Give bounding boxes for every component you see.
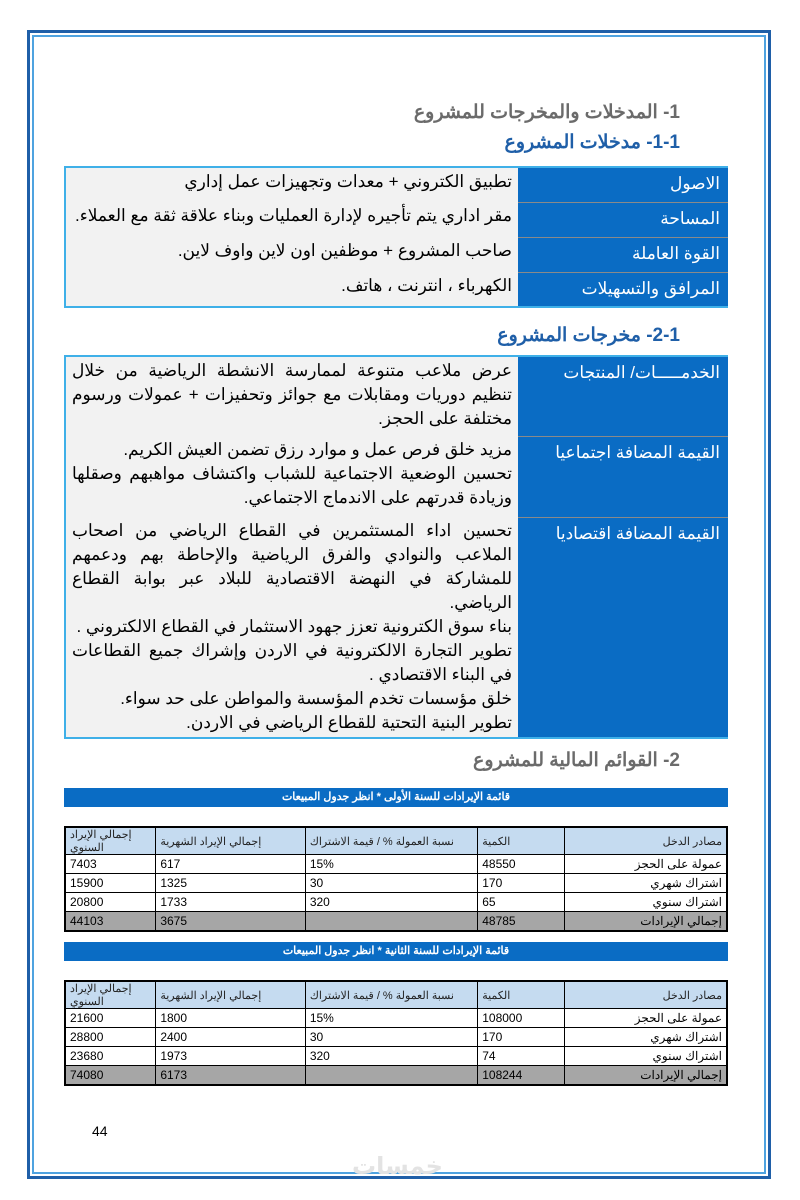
row-value (65, 356, 518, 436)
cell: إجمالي الإيراد الشهرية (156, 981, 306, 1009)
cell: 15% (305, 1009, 477, 1028)
outputs-row (65, 436, 728, 517)
cell (305, 1066, 477, 1085)
row-label: المرافق والتسهيلات (518, 272, 728, 307)
total-row (65, 912, 727, 931)
heading-project-inputs: 1-1- مدخلات المشروع (504, 132, 680, 153)
revenue-year2-table (64, 980, 728, 1086)
revenue-year1-title: قائمة الإيرادات للسنة الأولى * انظر جدول المبيعات (64, 788, 728, 807)
value-line: بناء سوق الكترونية تعزز جهود الاستثمار في القطاع الالكتروني . (76, 617, 512, 636)
cell: 6173 (156, 1066, 306, 1085)
cell: 1800 (156, 1009, 306, 1028)
revenue-year2-title: قائمة الإيرادات للسنة الثانية * انظر جدول المبيعات (64, 942, 728, 961)
row-label: الاصول (518, 167, 728, 202)
cell: 44103 (65, 912, 156, 931)
cell: 1733 (156, 893, 306, 912)
inputs-table (64, 166, 728, 308)
cell: 15900 (65, 874, 156, 893)
cell: نسبة العمولة % / قيمة الاشتراك (305, 981, 477, 1009)
cell: اشتراك سنوي (565, 893, 727, 912)
cell: 1325 (156, 874, 306, 893)
cell: 48550 (478, 855, 565, 874)
heading-inputs-outputs: 1- المدخلات والمخرجات للمشروع (413, 102, 680, 123)
outputs-row (65, 356, 728, 436)
cell: 23680 (65, 1047, 156, 1066)
row-label: القيمة المضافة اقتصاديا (518, 517, 728, 738)
cell: إجمالي الإيراد السنوي (65, 981, 156, 1009)
cell: 170 (478, 1028, 565, 1047)
row-label: المساحة (518, 202, 728, 237)
cell: مصادر الدخل (565, 827, 727, 855)
cell: 65 (478, 893, 565, 912)
cell: 3675 (156, 912, 306, 931)
row-value: الكهرباء ، انترنت ، هاتف. (65, 272, 518, 307)
heading-project-outputs: 2-1- مخرجات المشروع (497, 325, 680, 346)
cell: اشتراك سنوي (565, 1047, 727, 1066)
cell: 48785 (478, 912, 565, 931)
header-row (65, 981, 727, 1009)
cell: 21600 (65, 1009, 156, 1028)
row-value: مقر اداري يتم تأجيره لإدارة العمليات وبناء علاقة ثقة مع العملاء. (65, 202, 518, 237)
cell (305, 912, 477, 931)
inputs-row (65, 167, 728, 202)
value-line: مزيد خلق فرص عمل و موارد رزق تضمن العيش الكريم. (123, 440, 512, 459)
cell: 617 (156, 855, 306, 874)
cell: عمولة على الحجز (565, 1009, 727, 1028)
inputs-row (65, 272, 728, 307)
inputs-row (65, 237, 728, 272)
cell: 30 (305, 874, 477, 893)
value-line: عرض ملاعب متنوعة لممارسة الانشطة الرياضية من خلال تنظيم دوريات ومقابلات مع جوائز وتحفيزات + عمولات ورسوم مختلفة على الحجز. (72, 361, 512, 428)
cell: اشتراك شهري (565, 1028, 727, 1047)
value-line: تطوير البنية التحتية للقطاع الرياضي في الاردن. (186, 713, 512, 732)
inputs-row (65, 202, 728, 237)
row-value: صاحب المشروع + موظفين اون لاين واوف لاين. (65, 237, 518, 272)
table-row (65, 855, 727, 874)
row-value: تطبيق الكتروني + معدات وتجهيزات عمل إداري (65, 167, 518, 202)
revenue-year1-table (64, 826, 728, 932)
table-row (65, 893, 727, 912)
cell: اشتراك شهري (565, 874, 727, 893)
value-line: تحسين الوضعية الاجتماعية للشباب واكتشاف مواهبهم وصقلها وزيادة قدرتهم على الاندماج الاجتماعي. (72, 464, 512, 507)
cell: 28800 (65, 1028, 156, 1047)
cell: 108244 (478, 1066, 565, 1085)
cell: 15% (305, 855, 477, 874)
value-line: تحسين اداء المستثمرين في القطاع الرياضي من اصحاب الملاعب والنوادي والفرق الرياضية والإحاطة بهم ودعمهم للمشاركة في النهضة الاقتصادية للبلاد عبر بوابة القطاع الرياضي. (72, 521, 512, 612)
cell: 30 (305, 1028, 477, 1047)
cell: 108000 (478, 1009, 565, 1028)
cell: 74080 (65, 1066, 156, 1085)
total-row (65, 1066, 727, 1085)
header-row (65, 827, 727, 855)
watermark: خمسات (352, 1152, 443, 1180)
table-row (65, 1028, 727, 1047)
cell: عمولة على الحجز (565, 855, 727, 874)
cell: 2400 (156, 1028, 306, 1047)
cell: إجمالي الإيرادات (565, 912, 727, 931)
heading-financial-statements: 2- القوائم المالية للمشروع (472, 750, 680, 771)
row-label: القيمة المضافة اجتماعيا (518, 436, 728, 517)
cell: إجمالي الإيرادات (565, 1066, 727, 1085)
cell: 7403 (65, 855, 156, 874)
table-row (65, 1047, 727, 1066)
cell: الكمية (478, 827, 565, 855)
outputs-table (64, 355, 728, 739)
row-value (65, 436, 518, 517)
cell: إجمالي الإيراد السنوي (65, 827, 156, 855)
cell: 74 (478, 1047, 565, 1066)
cell: 320 (305, 1047, 477, 1066)
page-number: 44 (92, 1123, 108, 1139)
row-value (65, 517, 518, 738)
row-label: القوة العاملة (518, 237, 728, 272)
outputs-row (65, 517, 728, 738)
cell: 20800 (65, 893, 156, 912)
cell: نسبة العمولة % / قيمة الاشتراك (305, 827, 477, 855)
table-row (65, 1009, 727, 1028)
cell: 320 (305, 893, 477, 912)
value-line: تطوير التجارة الالكترونية في الاردن وإشراك جميع القطاعات في البناء الاقتصادي . (72, 641, 512, 684)
cell: الكمية (478, 981, 565, 1009)
cell: 170 (478, 874, 565, 893)
value-line: خلق مؤسسات تخدم المؤسسة والمواطن على حد سواء. (120, 689, 512, 708)
cell: 1973 (156, 1047, 306, 1066)
table-row (65, 874, 727, 893)
cell: مصادر الدخل (565, 981, 727, 1009)
cell: إجمالي الإيراد الشهرية (156, 827, 306, 855)
row-label: الخدمـــــات/ المنتجات (518, 356, 728, 436)
